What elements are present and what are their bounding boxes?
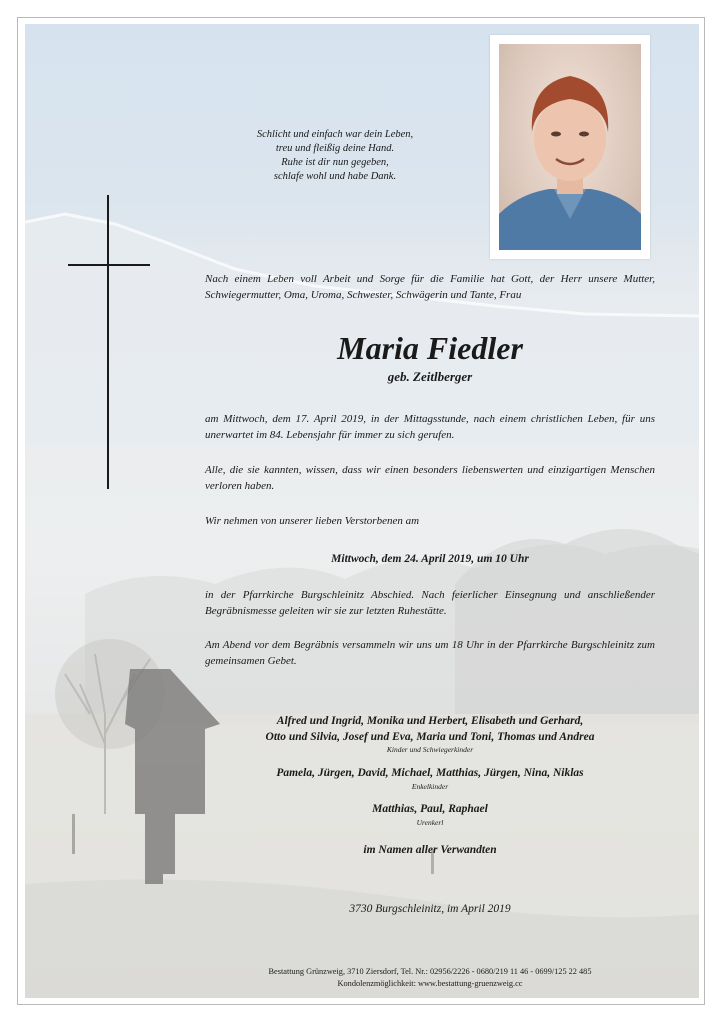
- intro-text: Nach einem Leben voll Arbeit und Sorge für die Familie hat Gott, der Herr unsere Mutter, Schwiegermutter, Oma, Uroma, Schwester, Schwägerin und Tante, Frau: [205, 273, 655, 301]
- mourners-grandchildren: [205, 766, 655, 792]
- funeral-home-footer: [205, 966, 655, 990]
- deceased-name: Maria Fiedler: [337, 330, 523, 366]
- portrait-illustration: [499, 44, 641, 250]
- grandchildren-names: Pamela, Jürgen, David, Michael, Matthias, Jürgen, Nina, Niklas: [276, 767, 584, 779]
- mourners-great-grandchildren: [205, 802, 655, 828]
- children-names-line1: Alfred und Ingrid, Monika und Herbert, Elisabeth und Gerhard,: [276, 715, 584, 727]
- footer-contact: Bestattung Grünzweig, 3710 Ziersdorf, Tel. Nr.: 02956/2226 - 0680/219 11 46 - 0699/125 22 485: [268, 967, 592, 976]
- all-relatives: im Namen aller Verwandten: [363, 844, 497, 856]
- prayer-paragraph: Am Abend vor dem Begräbnis versammeln wir uns um 18 Uhr in der Pfarrkirche Burgschleinitz zum gemeinsamen Gebet.: [205, 639, 655, 667]
- place-date: 3730 Burgschleinitz, im April 2019: [349, 903, 511, 915]
- poem-line: Schlicht und einfach war dein Leben,: [256, 129, 414, 140]
- poem-line: treu und fleißig deine Hand.: [275, 143, 395, 154]
- farewell-paragraph: in der Pfarrkirche Burgschleinitz Abschied. Nach feierlicher Einsegnung und anschließender Begräbnismesse geleiten wir sie zur letzten Ruhestätte.: [205, 589, 655, 617]
- cross-horizontal: [68, 264, 150, 266]
- footer-website: Kondolenzmöglichkeit: www.bestattung-gruenzweig.cc: [337, 979, 523, 988]
- farewell-intro: Wir nehmen von unserer lieben Verstorbenen am: [205, 515, 420, 527]
- birth-name: geb. Zeitlberger: [387, 369, 473, 384]
- grandchildren-label: Enkelkinder: [411, 781, 449, 791]
- great-grandchildren-label: Urenkerl: [416, 817, 444, 827]
- poem-line: Ruhe ist dir nun gegeben,: [281, 157, 389, 168]
- lost-paragraph: Alle, die sie kannten, wissen, dass wir einen besonders liebenswerten und einzigartigen Menschen verloren haben.: [205, 464, 655, 492]
- children-names-line2: Otto und Silvia, Josef und Eva, Maria und Toni, Thomas und Andrea: [265, 730, 595, 743]
- cross-vertical: [107, 195, 109, 489]
- poem-line: schlafe wohl und habe Dank.: [273, 171, 397, 182]
- funeral-date: Mittwoch, dem 24. April 2019, um 10 Uhr: [331, 553, 529, 565]
- mourners-children: [205, 714, 655, 755]
- portrait-frame: [490, 35, 650, 259]
- death-paragraph: am Mittwoch, dem 17. April 2019, in der Mittagsstunde, nach einem christlichen Leben, für uns unerwartet im 84. Lebensjahr für immer zu sich gerufen.: [205, 413, 655, 441]
- portrait-photo: [499, 44, 641, 250]
- poem: [230, 128, 440, 184]
- great-grandchildren-names: Matthias, Paul, Raphael: [372, 803, 488, 815]
- children-label: Kinder und Schwiegerkinder: [386, 745, 474, 754]
